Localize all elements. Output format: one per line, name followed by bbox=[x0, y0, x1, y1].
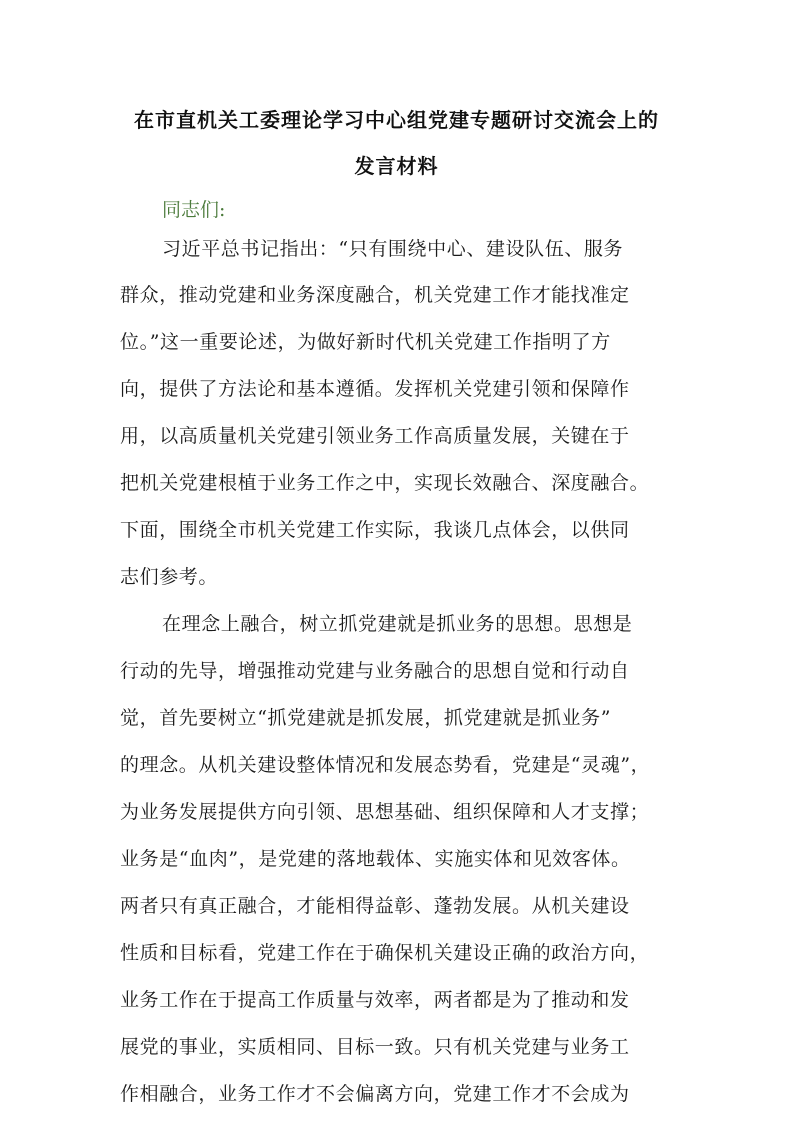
paragraph-2-line: 两者只有真正融合，才能相得益彰、蓬勃发展。从机关建设 bbox=[120, 895, 630, 917]
paragraph-1-line: 群众，推动党建和业务深度融合，机关党建工作才能找准定 bbox=[120, 284, 630, 306]
paragraph-1-line: 用，以高质量机关党建引领业务工作高质量发展，关键在于 bbox=[120, 425, 630, 447]
paragraph-2-line: 作相融合，业务工作才不会偏离方向，党建工作才不会成为 bbox=[120, 1083, 630, 1105]
document-title-line-2: 发言材料 bbox=[354, 154, 439, 178]
paragraph-1-line: 把机关党建根植于业务工作之中，实现长效融合、深度融合。 bbox=[120, 472, 650, 494]
paragraph-2-line: 业务工作在于提高工作质量与效率，两者都是为了推动和发 bbox=[120, 989, 630, 1011]
paragraph-2-line: 为业务发展提供方向引领、思想基础、组织保障和人才支撑； bbox=[120, 801, 650, 823]
paragraph-2-line: 性质和目标看，党建工作在于确保机关建设正确的政治方向， bbox=[120, 942, 650, 964]
paragraph-1-line: 位。”这一重要论述，为做好新时代机关党建工作指明了方 bbox=[120, 331, 611, 353]
paragraph-1-line: 向，提供了方法论和基本遵循。发挥机关党建引领和保障作 bbox=[120, 378, 630, 400]
paragraph-2-line: 展党的事业，实质相同、目标一致。只有机关党建与业务工 bbox=[120, 1036, 630, 1058]
document-title-line-1: 在市直机关工委理论学习中心组党建专题研讨交流会上的 bbox=[134, 108, 659, 132]
paragraph-2-line: 的理念。从机关建设整体情况和发展态势看，党建是“灵魂”， bbox=[120, 754, 651, 776]
paragraph-1-line: 志们参考。 bbox=[120, 566, 219, 588]
paragraph-1-line: 习近平总书记指出：“只有围绕中心、建设队伍、服务 bbox=[162, 238, 624, 260]
paragraph-2-line: 行动的先导，增强推动党建与业务融合的思想自觉和行动自 bbox=[120, 660, 630, 682]
paragraph-2-line: 业务是“血肉”，是党建的落地载体、实施实体和见效客体。 bbox=[120, 848, 631, 870]
paragraph-2-line: 觉，首先要树立“抓党建就是抓发展，抓党建就是抓业务” bbox=[120, 707, 612, 729]
salutation: 同志们: bbox=[162, 199, 226, 221]
paragraph-1-line: 下面，围绕全市机关党建工作实际，我谈几点体会，以供同 bbox=[120, 519, 630, 541]
paragraph-2-line: 在理念上融合，树立抓党建就是抓业务的思想。思想是 bbox=[162, 613, 633, 635]
